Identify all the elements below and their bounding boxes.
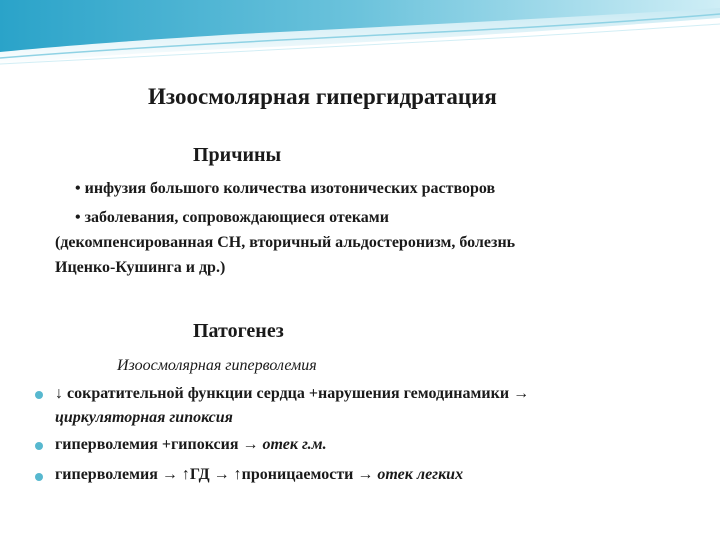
bullet-dot (35, 473, 43, 481)
pathogenesis-heading: Патогенез (193, 320, 284, 342)
cause-item-edema-diseases-cont2: Иценко-Кушинга и др.) (55, 259, 226, 276)
header-wave-decoration (0, 0, 720, 80)
pathogenesis-subheading: Изоосмолярная гиперволемия (117, 357, 317, 374)
bullet-dot (35, 391, 43, 399)
pathogenesis-item-brain-edema (55, 436, 327, 454)
pathogenesis-item-lung-edema-italic: отек легких (377, 466, 464, 483)
pathogenesis-item-brain-edema-italic: отек г.м. (262, 436, 327, 453)
pathogenesis-item-lung-edema-text: гиперволемия → ↑ГД → ↑проницаемости → (55, 466, 378, 483)
slide-title: Изоосмолярная гипергидратация (148, 84, 497, 109)
cause-item-infusion: • инфузия большого количества изотонических растворов (75, 180, 496, 197)
pathogenesis-item-lung-edema (55, 466, 463, 484)
pathogenesis-item-brain-edema-text: гиперволемия +гипоксия → (55, 436, 263, 453)
cause-item-edema-diseases-cont1: (декомпенсированная СН, вторичный альдостеронизм, болезнь (55, 234, 516, 251)
bullet-dot (35, 442, 43, 450)
causes-heading: Причины (193, 144, 282, 166)
cause-item-edema-diseases: • заболевания, сопровождающиеся отеками (75, 209, 389, 226)
pathogenesis-item-cardiac: ↓ сократительной функции сердца +нарушения гемодинамики → (55, 385, 530, 402)
pathogenesis-item-cardiac-cont: циркуляторная гипоксия (55, 409, 233, 426)
